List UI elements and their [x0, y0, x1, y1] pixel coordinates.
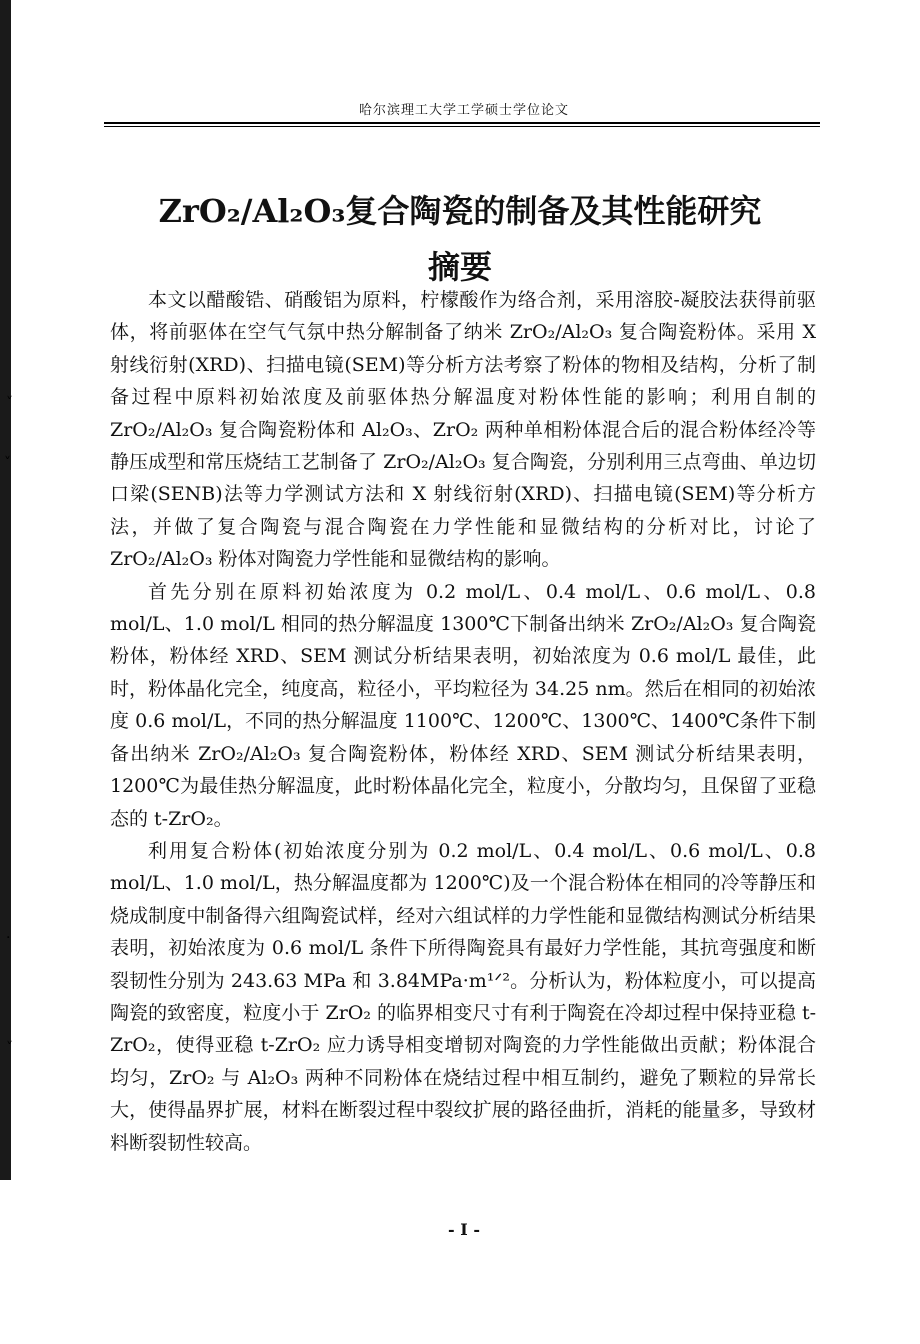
scan-mark: ˅	[6, 1040, 13, 1056]
header-rule	[104, 122, 820, 124]
abstract-paragraph: 首先分别在原料初始浓度为 0.2 mol/L、0.4 mol/L、0.6 mol/L、0.8 mol/L、1.0 mol/L 相同的热分解温度 1300℃下制备出纳米 ZrO₂/Al₂O₃ 复合陶瓷粉体，粉体经 XRD、SEM 测试分析结果表明，初始浓度为 0.6 mol/L 最佳，此时，粉体晶化完全，纯度高，粒径小，平均粒径为 34.25 nm。然后在相同的初始浓度 0.6 mol/L，不同的热分解温度 1100℃、1200℃、1300℃、1400℃条件下制备出纳米 ZrO₂/Al₂O₃ 复合陶瓷粉体，粉体经 XRD、SEM 测试分析结果表明，1200℃为最佳热分解温度，此时粉体晶化完全，粒度小，分散均匀，且保留了亚稳态的 t-ZrO₂。	[110, 580, 816, 830]
abstract-body	[110, 284, 816, 1159]
scan-mark: ˅	[6, 395, 13, 411]
thesis-title: ZrO₂/Al₂O₃复合陶瓷的制备及其性能研究	[158, 192, 762, 230]
running-header: 哈尔滨理工大学工学硕士学位论文	[358, 103, 569, 118]
header-rule	[104, 126, 820, 127]
abstract-paragraph: 本文以醋酸锆、硝酸铝为原料，柠檬酸作为络合剂，采用溶胶-凝胶法获得前驱体，将前驱体在空气气氛中热分解制备了纳米 ZrO₂/Al₂O₃ 复合陶瓷粉体。采用 X 射线衍射(XRD)、扫描电镜(SEM)等分析方法考察了粉体的物相及结构，分析了制备过程中原料初始浓度及前驱体热分解温度对粉体性能的影响；利用自制的 ZrO₂/Al₂O₃ 复合陶瓷粉体和 Al₂O₃、ZrO₂ 两种单相粉体混合后的混合粉体经冷等静压成型和常压烧结工艺制备了 ZrO₂/Al₂O₃ 复合陶瓷，分别利用三点弯曲、单边切口梁(SENB)法等力学测试方法和 X 射线衍射(XRD)、扫描电镜(SEM)等分析方法，并做了复合陶瓷与混合陶瓷在力学性能和显微结构的分析对比，讨论了 ZrO₂/Al₂O₃ 粉体对陶瓷力学性能和显微结构的影响。	[110, 289, 816, 571]
scan-left-border	[0, 0, 11, 1180]
abstract-paragraph: 利用复合粉体(初始浓度分别为 0.2 mol/L、0.4 mol/L、0.6 mol/L、0.8 mol/L、1.0 mol/L，热分解温度都为 1200℃)及一个混合粉体在相同的冷等静压和烧成制度中制备得六组陶瓷试样，经对六组试样的力学性能和显微结构测试分析结果表明，初始浓度为 0.6 mol/L 条件下所得陶瓷具有最好力学性能，其抗弯强度和断裂韧性分别为 243.63 MPa 和 3.84MPa·m¹ᐟ²。分析认为，粉体粒度小，可以提高陶瓷的致密度，粒度小于 ZrO₂ 的临界相变尺寸有利于陶瓷在冷却过程中保持亚稳 t-ZrO₂，使得亚稳 t-ZrO₂ 应力诱导相变增韧对陶瓷的力学性能做出贡献；粉体混合均匀，ZrO₂ 与 Al₂O₃ 两种不同粉体在烧结过程中相互制约，避免了颗粒的异常长大，使得晶界扩展，材料在断裂过程中裂纹扩展的路径曲折，消耗的能量多，导致材料断裂韧性较高。	[110, 839, 816, 1154]
abstract-heading: 摘要	[427, 248, 492, 286]
scan-mark: ˅	[4, 455, 11, 471]
scan-mark: ·	[6, 930, 11, 946]
page-number: - I -	[448, 1220, 480, 1239]
